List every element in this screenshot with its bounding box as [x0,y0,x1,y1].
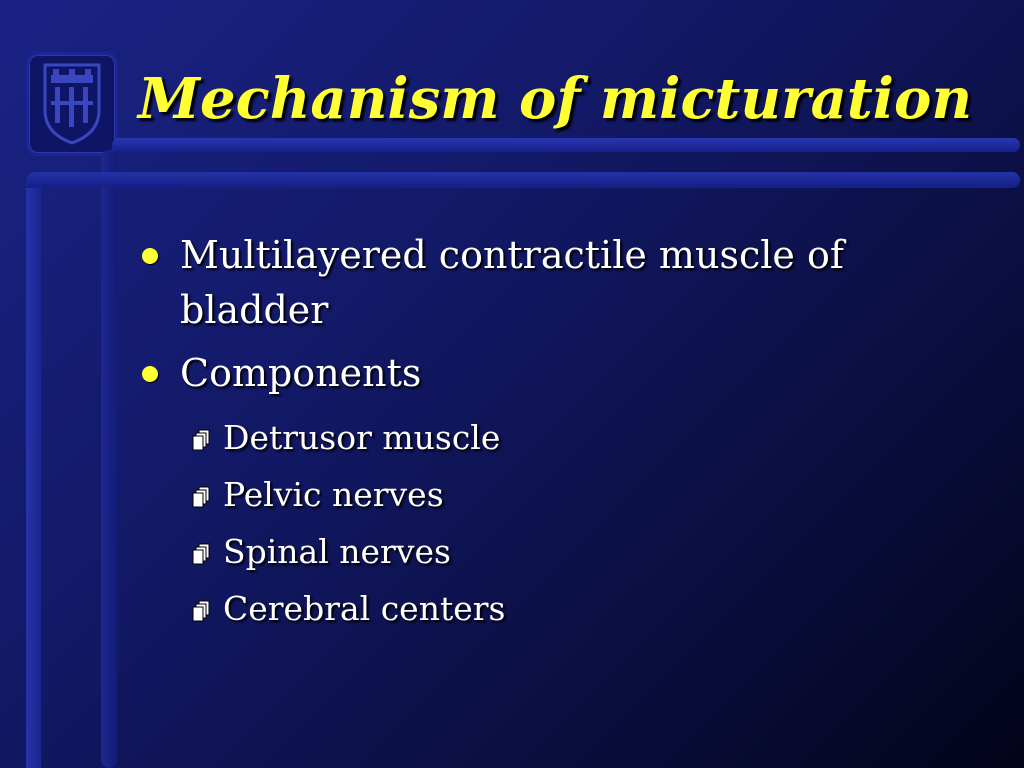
sub-bullet-text: Spinal nerves [223,532,451,571]
round-bullet-icon [142,366,158,382]
left-frame-bar [26,172,41,768]
slide-title: Mechanism of micturation [138,66,973,132]
bullet-text: Components [180,351,422,395]
sub-bullet-text: Pelvic nerves [223,475,444,514]
logo-frame [26,52,118,156]
sub-bullet-text: Detrusor muscle [223,418,501,457]
pages-bullet-icon [192,600,210,622]
bullet-list [140,228,1000,637]
bullet-item [140,346,1000,401]
pages-bullet-icon [192,543,210,565]
inner-frame-bar [101,150,117,768]
sub-bullet-item [140,580,1000,637]
sub-bullet-text: Cerebral centers [223,589,506,628]
sub-bullet-item [140,523,1000,580]
pages-bullet-icon [192,429,210,451]
title-underline-bar [112,138,1020,152]
bullet-text: Multilayered contractile muscle of bladder [180,233,844,332]
sub-bullet-item [140,466,1000,523]
frame-top-bar [26,172,1020,188]
bullet-item [140,228,1000,338]
pages-bullet-icon [192,486,210,508]
sub-bullet-item [140,409,1000,466]
university-crest-icon [41,61,103,147]
round-bullet-icon [142,248,158,264]
